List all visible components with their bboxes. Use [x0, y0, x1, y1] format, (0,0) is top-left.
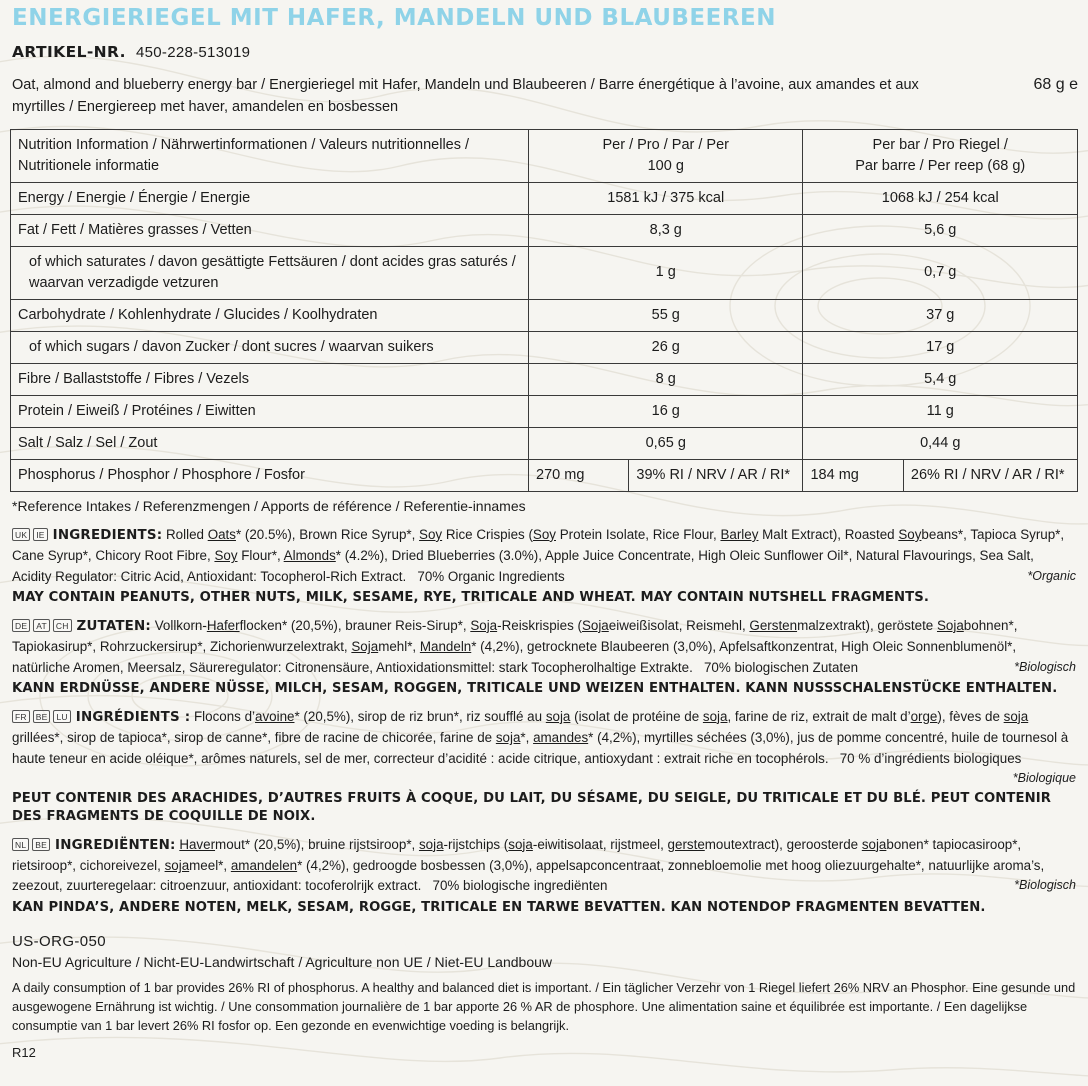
- article-number-label: ARTIKEL-NR.: [12, 43, 126, 62]
- product-description-row: [12, 75, 1078, 119]
- footer: [10, 933, 1078, 1061]
- ingredients-label-de: ZUTATEN:: [76, 618, 151, 634]
- row-value-bar: 0,44 g: [803, 427, 1078, 459]
- table-row: [11, 395, 1078, 427]
- row-value-bar: 17 g: [803, 331, 1078, 363]
- flag-nl: NL: [12, 838, 29, 851]
- row-value-100g: 1 g: [529, 246, 803, 299]
- ingredients-text-fr: FR BE LU INGRÉDIENTS : Flocons d’avoine* (20,5%), sirop de riz brun*, riz soufflé au soja (isolat de protéine de soja, farine de riz, extrait de malt d’orge), fèves de soja grillées*, sirop de tapioca*, sirop de canne*, fibre de racine de chicorée, farine de soja*, amandes* (4,2%), myrtilles séchées (3,0%), jus de pomme concentré, huile de tournesol à haute teneur en acide oléique*, arômes naturels, sel de mer, correcteur d’acidité : acide citrique, antioxydant : extrait riche en tocophérols. 70 % d’ingrédients biologiques *Biologique: [12, 707, 1076, 769]
- table-row: [11, 331, 1078, 363]
- row-value-bar: 5,4 g: [803, 363, 1078, 395]
- label-page: [0, 6, 1088, 1060]
- flag-be: BE: [33, 710, 51, 723]
- per100g-line1: Per / Pro / Par / Per: [602, 136, 729, 153]
- allergen-statement-de: KANN ERDNÜSSE, ANDERE NÜSSE, MILCH, SESAM, ROGGEN, TRITICALE UND WEIZEN ENTHALTEN. KANN NUSSSCHALENSTÜCKE ENTHALTEN.: [12, 681, 1058, 697]
- row-value-100g: 8 g: [529, 363, 803, 395]
- flag-be: BE: [32, 838, 50, 851]
- row-value-bar: 0,7 g: [803, 246, 1078, 299]
- organic-tag-de: *Biologisch: [1014, 659, 1076, 674]
- perbar-line1: Per bar / Pro Riegel /: [872, 136, 1008, 153]
- phosphorus-100g-amount: 270 mg: [529, 459, 629, 491]
- net-weight: 68 g e: [1033, 76, 1078, 94]
- row-label: Energy / Energie / Énergie / Energie: [11, 182, 529, 214]
- phosphorus-100g-percent: 39% RI / NRV / AR / RI*: [629, 459, 803, 491]
- ingredients-text-en: UK IE INGREDIENTS: Rolled Oats* (20.5%), Brown Rice Syrup*, Soy Rice Crispies (Soy Protein Isolate, Rice Flour, Barley Malt Extract), Roasted Soybeans*, Tapioca Syrup*, Cane Syrup*, Chicory Root Fibre, Soy Flour*, Almonds* (4.2%), Dried Blueberries (3.0%), Apple Juice Concentrate, High Oleic Sunflower Oil*, Natural Flavourings, Sea Salt, Acidity Regulator: Citric Acid, Antioxidant: Tocopherol-Rich Extract. 70% Organic Ingredients *Organic: [12, 526, 1076, 584]
- ingredients-label-nl: INGREDIËNTEN:: [55, 837, 176, 853]
- phosphorus-bar-percent: 26% RI / NRV / AR / RI*: [903, 459, 1077, 491]
- revision-code: R12: [12, 1045, 36, 1061]
- row-value-100g: 0,65 g: [529, 427, 803, 459]
- row-label: of which sugars / davon Zucker / dont sucres / waarvan suikers: [11, 331, 529, 363]
- flag-uk: UK: [12, 528, 30, 541]
- table-row: [11, 246, 1078, 299]
- nutrition-header-name: Nutrition Information / Nährwertinformationen / Valeurs nutritionnelles / Nutritionele informatie: [11, 129, 529, 182]
- ingredients-label-fr: INGRÉDIENTS :: [75, 709, 191, 725]
- country-flags-fr-be-lu: [12, 710, 71, 723]
- ingredients-block-fr: [10, 704, 1078, 828]
- row-value-100g: 55 g: [529, 299, 803, 331]
- nutrition-table: [10, 129, 1078, 492]
- nutrition-header-perbar: [803, 129, 1078, 182]
- ingredients-label-en: INGREDIENTS:: [52, 527, 163, 543]
- row-value-100g: 16 g: [529, 395, 803, 427]
- organic-tag-fr: *Biologique: [1012, 770, 1076, 785]
- row-value-100g: 1581 kJ / 375 kcal: [529, 182, 803, 214]
- ingredients-text-de: DE AT CH ZUTATEN: Vollkorn-Haferflocken* (20,5%), brauner Reis-Sirup*, Soja-Reiskrispies (Sojaeiweißisolat, Reismehl, Gerstenmalzextrakt), geröstete Sojabohnen*, Tapiokasirup*, Rohrzuckersirup*, Zichorienwurzelextrakt, Sojamehl*, Mandeln* (4,2%), getrocknete Blaubeeren (3,0%), Apfelsaftkonzentrat, High Oleic Sonnenblumenöl*, natürliche Aromen, Meersalz, Säureregulator: Citronensäure, Antioxidationsmittel: stark Tocopherolhaltige Extrakte. 70% biologischen Zutaten *Biologisch: [12, 617, 1076, 675]
- row-label: Fibre / Ballaststoffe / Fibres / Vezels: [11, 363, 529, 395]
- phosphorus-bar-amount: 184 mg: [803, 459, 903, 491]
- table-header-row: [11, 129, 1078, 182]
- ingredients-block-nl: [10, 832, 1078, 919]
- row-label: Protein / Eiweiß / Protéines / Eiwitten: [11, 395, 529, 427]
- ingredients-block-de: [10, 613, 1078, 700]
- row-value-bar: 11 g: [803, 395, 1078, 427]
- product-description: Oat, almond and blueberry energy bar / Energieriegel mit Hafer, Mandeln und Blaubeeren / Barre énergétique à l’avoine, aux amandes et aux myrtilles / Energiereep met haver, amandelen en bosbessen: [12, 77, 919, 116]
- country-flags-de-at-ch: [12, 619, 72, 632]
- per100g-line2: 100 g: [647, 157, 684, 174]
- row-value-bar: 1068 kJ / 254 kcal: [803, 182, 1078, 214]
- article-number-value: 450-228-513019: [135, 44, 251, 62]
- table-row-phosphorus: [11, 459, 1078, 491]
- row-value-bar: 37 g: [803, 299, 1078, 331]
- reference-intake-note: *Reference Intakes / Referenzmengen / Apports de référence / Referentie-innames: [12, 497, 526, 514]
- organic-tag-en: *Organic: [1027, 568, 1076, 583]
- daily-consumption-note: A daily consumption of 1 bar provides 26% RI of phosphorus. A healthy and balanced diet is important. / Ein täglicher Verzehr von 1 Riegel liefert 26% NRV an Phosphor. Eine gesunde und ausgewogene Ernährung ist wichtig. / Une consommation journalière de 1 bar apporte 26 % AR de phosphore. Une alimentation saine et équilibrée est importante. / Een dagelijkse consumptie van 1 bar levert 26% RI fosfor op. Een gezonde en evenwichtige voeding is belangrijk.: [12, 979, 1076, 1033]
- flag-fr: FR: [12, 710, 30, 723]
- row-value-bar: 5,6 g: [803, 214, 1078, 246]
- allergen-statement-fr: PEUT CONTENIR DES ARACHIDES, D’AUTRES FRUITS À COQUE, DU LAIT, DU SÉSAME, DU SEIGLE, DU TRITICALE ET DU BLÉ. PEUT CONTENIR DES FRAGMENTS DE COQUILLE DE NOIX.: [12, 790, 1052, 824]
- ingredients-text-nl: NL BE INGREDIËNTEN: Havermout* (20,5%), bruine rijstsiroop*, soja-rijstchips (soja-eiwitisolaat, rijstmeel, gerstemoutextract), geroosterde sojabonen* tapiocasiroop*, rietsiroop*, cichoreivezel, sojameel*, amandelen* (4,2%), gedroogde bosbessen (3,0%), appelsapconcentraat, zonnebloemolie met hoog oliezuurgehalte*, natuurlijke aroma’s, zeezout, zuurteregelaar: citroenzuur, antioxidant: tocoferolrijk extract. 70% biologische ingrediënten *Biologisch: [12, 836, 1076, 894]
- allergen-statement-nl: KAN PINDA’S, ANDERE NOTEN, MELK, SESAM, ROGGE, TRITICALE EN TARWE BEVATTEN. KAN NOTENDOP FRAGMENTEN BEVATTEN.: [12, 899, 986, 915]
- row-label: Carbohydrate / Kohlenhydrate / Glucides / Koolhydraten: [11, 299, 529, 331]
- table-row: [11, 427, 1078, 459]
- flag-ch: CH: [53, 619, 72, 632]
- non-eu-agriculture: Non-EU Agriculture / Nicht-EU-Landwirtschaft / Agriculture non UE / Niet-EU Landbouw: [12, 953, 553, 970]
- country-flags-nl-be: [12, 838, 50, 851]
- allergen-statement-en: MAY CONTAIN PEANUTS, OTHER NUTS, MILK, SESAME, RYE, TRITICALE AND WHEAT. MAY CONTAIN NUTSHELL FRAGMENTS.: [12, 590, 929, 606]
- table-row: [11, 182, 1078, 214]
- row-label: Fat / Fett / Matières grasses / Vetten: [11, 214, 529, 246]
- flag-lu: LU: [53, 710, 70, 723]
- row-value-100g: 26 g: [529, 331, 803, 363]
- country-flags-uk-ie: [12, 528, 48, 541]
- flag-ie: IE: [33, 528, 47, 541]
- row-label: Phosphorus / Phosphor / Phosphore / Fosfor: [11, 459, 529, 491]
- article-number-row: [12, 43, 1078, 61]
- perbar-line2: Par barre / Per reep (68 g): [855, 157, 1026, 174]
- page-title: ENERGIERIEGEL MIT HAFER, MANDELN UND BLAUBEEREN: [12, 6, 777, 31]
- row-value-100g: 8,3 g: [529, 214, 803, 246]
- flag-at: AT: [33, 619, 50, 632]
- organic-tag-nl: *Biologisch: [1014, 878, 1076, 893]
- row-label: Salt / Salz / Sel / Zout: [11, 427, 529, 459]
- row-label: of which saturates / davon gesättigte Fettsäuren / dont acides gras saturés / waarvan verzadigde vetzuren: [11, 246, 529, 299]
- table-row: [11, 299, 1078, 331]
- ingredients-block-en: [10, 522, 1078, 609]
- table-row: [11, 363, 1078, 395]
- nutrition-header-per100g: [529, 129, 803, 182]
- flag-de: DE: [12, 619, 30, 632]
- us-org-code: US-ORG-050: [12, 932, 107, 950]
- table-row: [11, 214, 1078, 246]
